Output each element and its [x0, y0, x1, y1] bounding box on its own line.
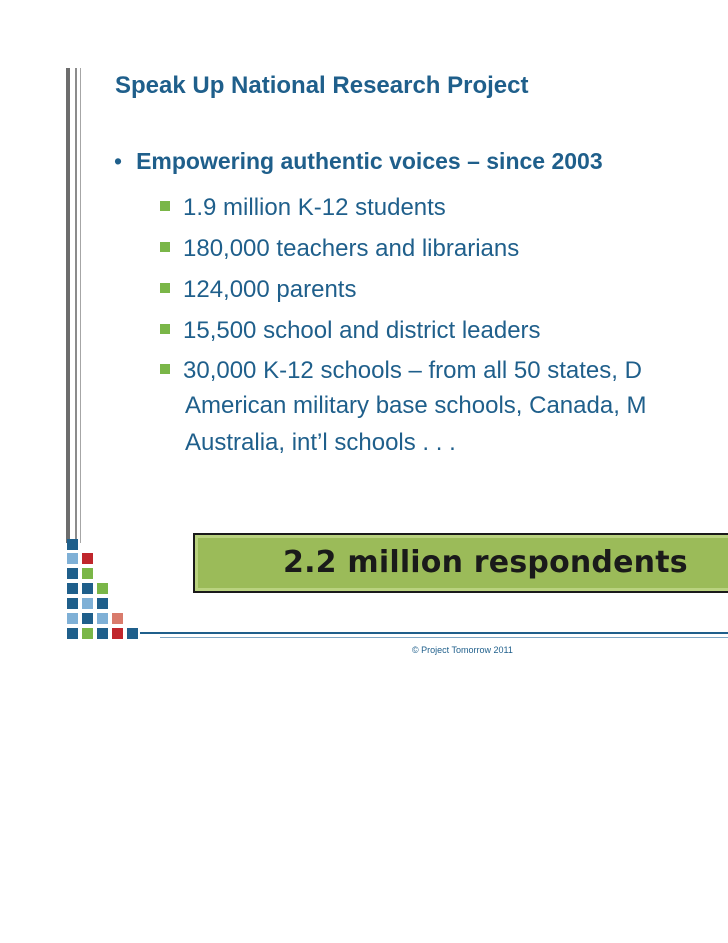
grid-square: [67, 583, 78, 594]
sub-bullet: [160, 194, 446, 222]
sub-bullet-continuation: Australia, int’l schools . . .: [185, 429, 456, 456]
grid-square: [112, 613, 123, 624]
slide-title: Speak Up National Research Project: [115, 72, 529, 99]
grid-square: [97, 598, 108, 609]
grid-square: [67, 613, 78, 624]
grid-square: [67, 568, 78, 579]
sub-bullet-text: 30,000 K-12 schools – from all 50 states, D: [183, 357, 642, 384]
main-bullet: [114, 148, 603, 175]
grid-square: [67, 628, 78, 639]
grid-square: [127, 628, 138, 639]
green-square-bullet-icon: [160, 324, 170, 334]
footer-copyright: © Project Tomorrow 2011: [412, 645, 513, 655]
grid-square: [82, 613, 93, 624]
grid-square: [82, 628, 93, 639]
green-square-bullet-icon: [160, 364, 170, 374]
bullet-dot-icon: •: [114, 148, 123, 174]
footer-divider: [140, 632, 728, 634]
sub-bullet-text: 15,500 school and district leaders: [183, 317, 541, 344]
sub-bullet-continuation: American military base schools, Canada, M: [185, 392, 647, 419]
respondents-callout: [193, 533, 728, 593]
left-vertical-bar: [75, 68, 77, 543]
sub-bullet-text: 1.9 million K-12 students: [183, 194, 446, 221]
grid-square: [67, 598, 78, 609]
grid-square: [82, 598, 93, 609]
grid-square: [82, 553, 93, 564]
green-square-bullet-icon: [160, 201, 170, 211]
left-vertical-bar: [80, 68, 81, 543]
green-square-bullet-icon: [160, 283, 170, 293]
grid-square: [82, 583, 93, 594]
grid-square: [97, 613, 108, 624]
main-bullet-text: Empowering authentic voices – since 2003: [136, 148, 603, 174]
sub-bullet-text: 180,000 teachers and librarians: [183, 235, 520, 262]
grid-square: [82, 568, 93, 579]
sub-bullet: [160, 317, 541, 345]
grid-square: [112, 628, 123, 639]
grid-square: [97, 583, 108, 594]
left-vertical-bar: [66, 68, 70, 543]
grid-square: [67, 553, 78, 564]
grid-square: [97, 628, 108, 639]
sub-bullet: [160, 276, 356, 304]
green-square-bullet-icon: [160, 242, 170, 252]
grid-square: [67, 539, 78, 550]
sub-bullet: [160, 357, 642, 385]
sub-bullet-text: 124,000 parents: [183, 276, 357, 303]
callout-text: 2.2 million respondents: [283, 545, 688, 580]
sub-bullet: [160, 235, 519, 263]
footer-divider-thin: [160, 637, 728, 638]
